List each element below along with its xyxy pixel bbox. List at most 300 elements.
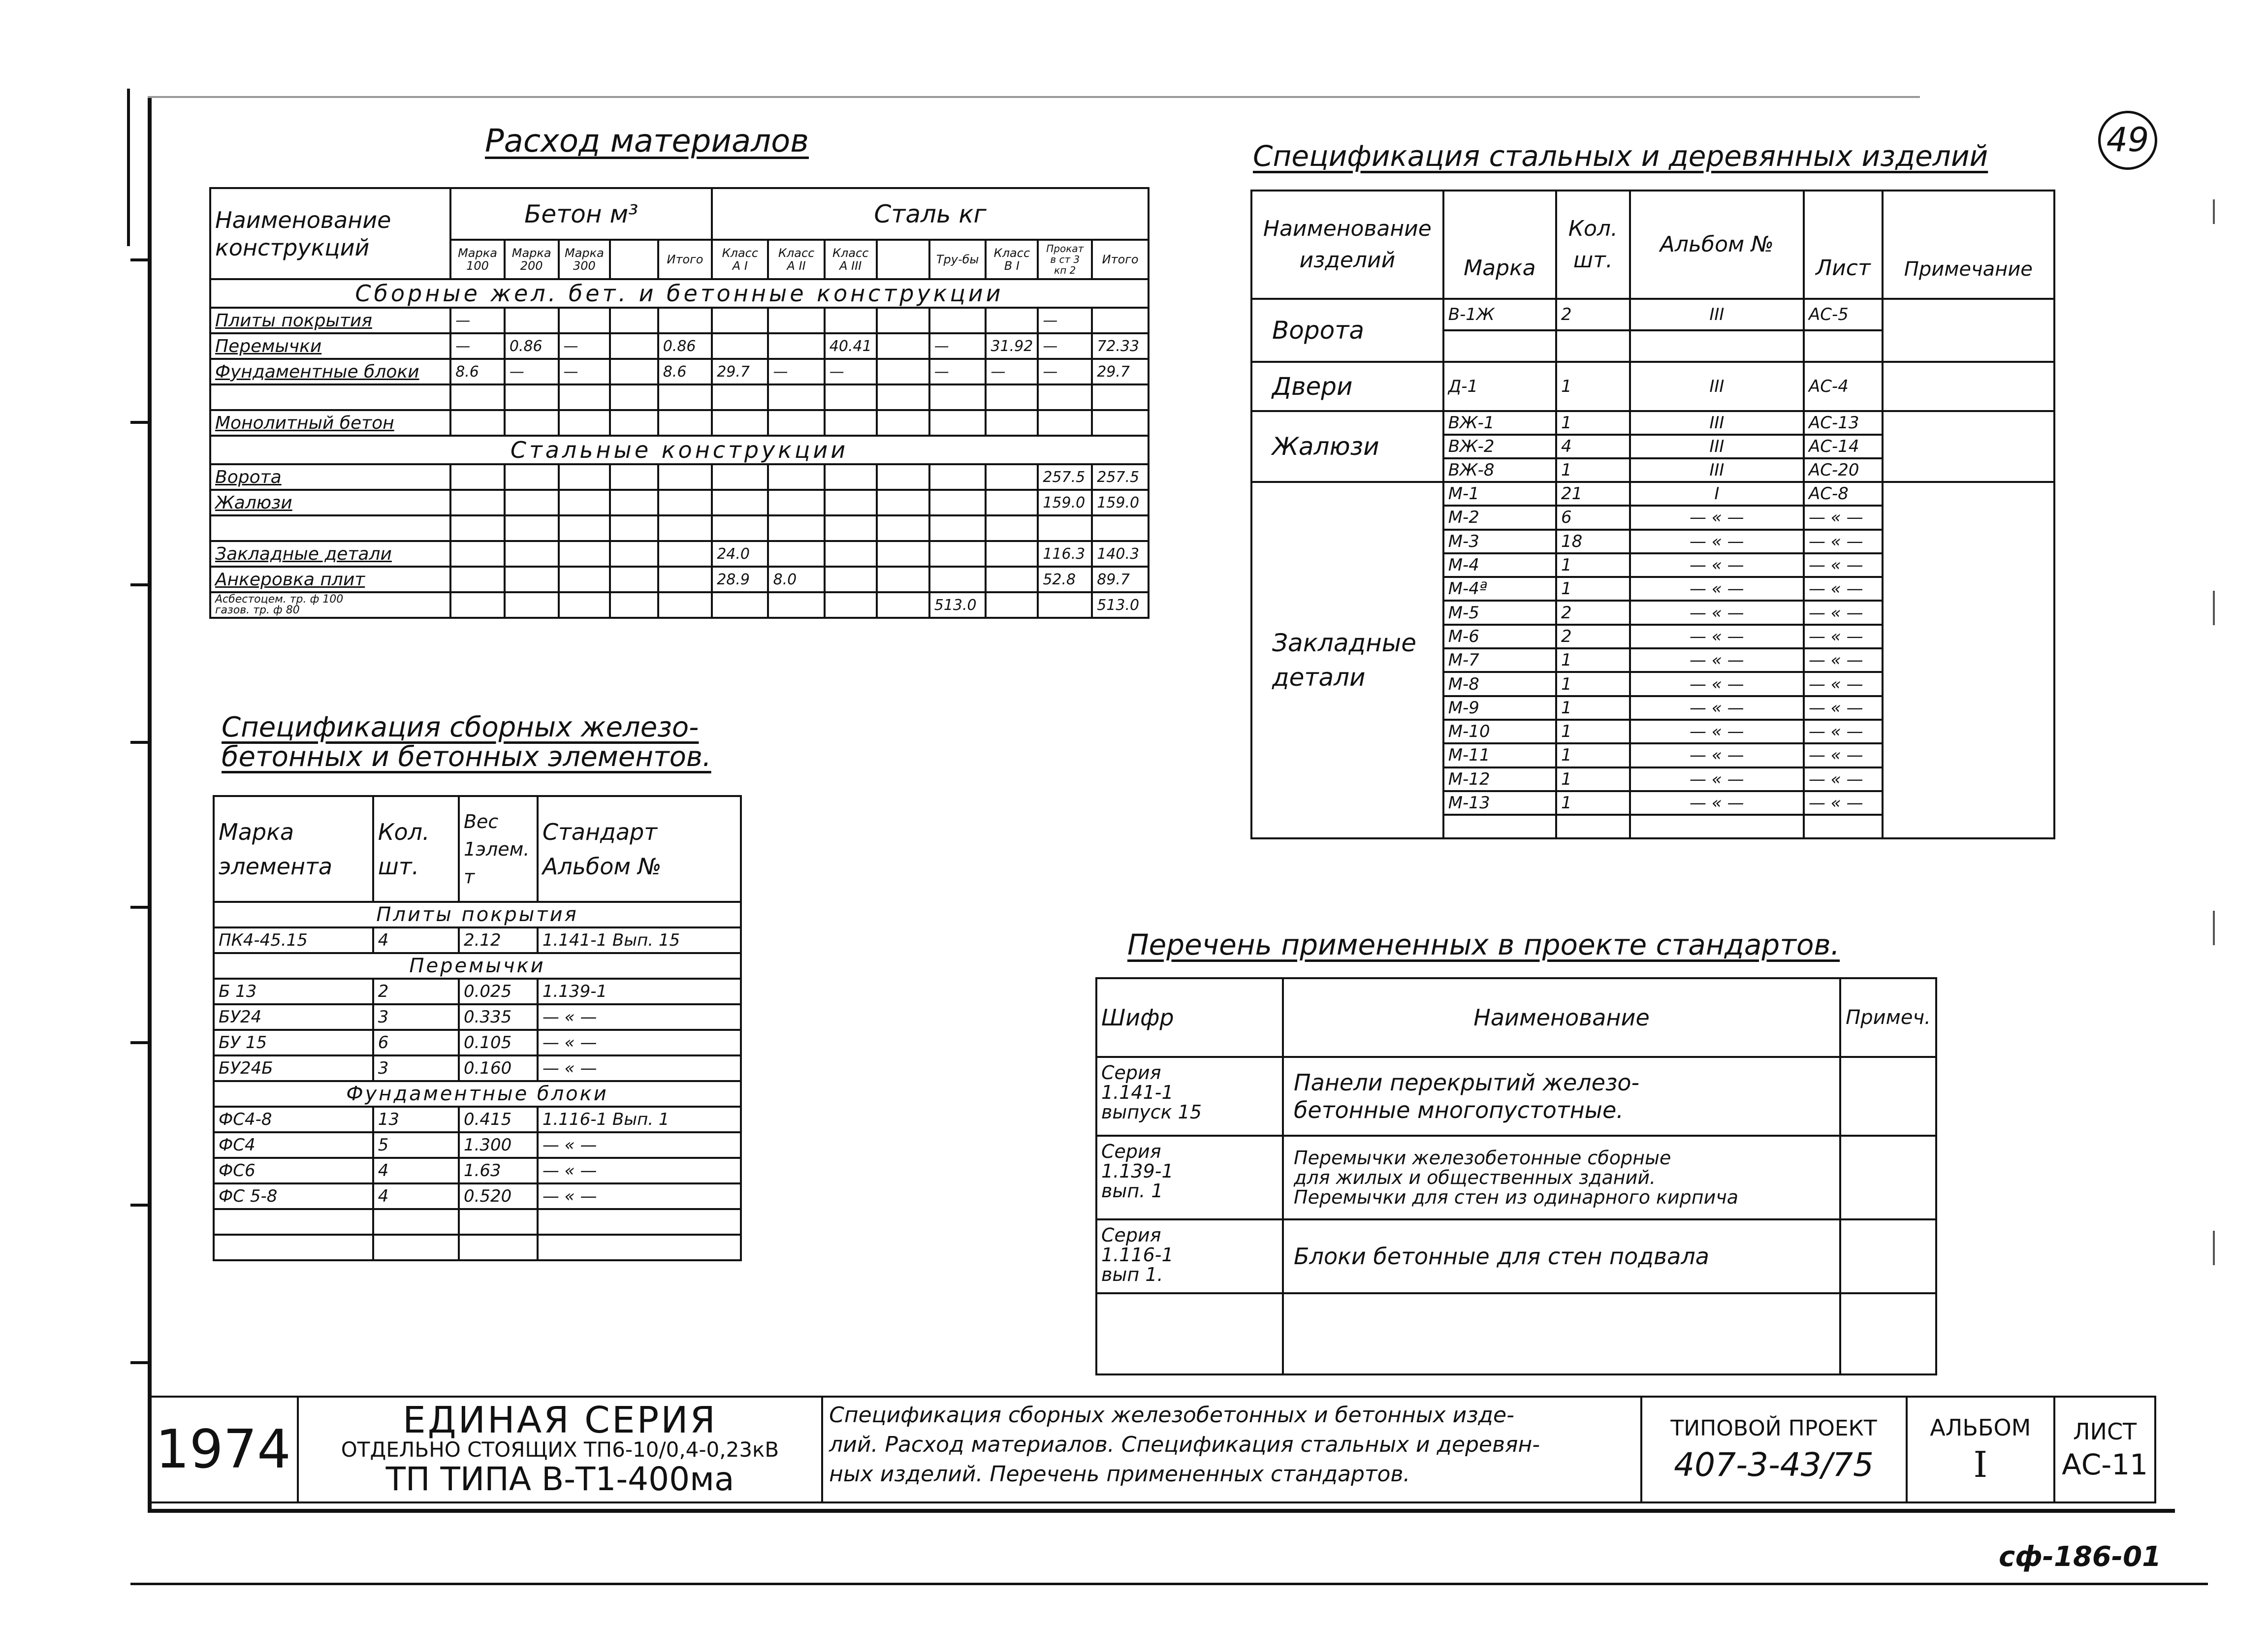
value-cell-a3 [825,410,877,436]
value-cell-a3 [825,490,877,515]
value-cell-total2: 159.0 [1092,490,1149,515]
cell-qty: 1 [1556,672,1630,696]
cell-mark: М-5 [1443,601,1556,624]
construction-name: Анкеровка плит [210,567,450,592]
materials-row [210,333,1149,359]
cell-qty: 1 [1556,458,1630,482]
value-cell-pipes [929,464,986,490]
value-cell-blank [610,567,658,592]
value-cell-total2 [1092,308,1149,333]
cell-mark: М-4ª [1443,577,1556,601]
value-cell-blank [610,464,658,490]
cell-qty: 6 [1556,506,1630,529]
value-cell-m200 [505,464,559,490]
project-year: 1974 [149,1397,298,1502]
cell-mark: М-3 [1443,530,1556,553]
value-cell-a3 [825,592,877,618]
value-cell-total [658,592,712,618]
header-note: Примеч. [1840,978,1936,1057]
cell-qty: 13 [373,1107,459,1132]
value-cell-total: 0.86 [658,333,712,359]
value-cell-blank [877,541,929,567]
cell-mark: ВЖ-1 [1443,411,1556,435]
cell-mark: М-10 [1443,720,1556,743]
empty-cell [373,1209,459,1235]
cell-qty: 2 [1556,299,1630,330]
value-cell-m300 [559,541,610,567]
cell-mark: ВЖ-2 [1443,435,1556,458]
cell-qty: 1 [1556,648,1630,672]
cell-weight: 0.415 [459,1107,538,1132]
cell-std: — « — [538,1055,741,1081]
cell-mark: ФС 5-8 [214,1183,373,1209]
value-cell-a1: 24.0 [712,541,768,567]
cell-mark: М-8 [1443,672,1556,696]
value-cell-blank [610,592,658,618]
right-margin-mark [2213,911,2215,945]
value-cell-m200 [505,308,559,333]
series-subtitle: ОТДЕЛЬНО СТОЯЩИХ ТП6-10/0,4-0,23кВ [341,1437,779,1462]
header-standard: Стандарт Альбом № [538,796,741,902]
cell-code: Серия 1.116-1 вып 1. [1096,1219,1283,1293]
value-cell-prokat: — [1038,359,1092,384]
value-cell-v1: 31.92 [986,333,1038,359]
margin-tick [130,1041,150,1044]
value-cell-blank [610,308,658,333]
cell-sheet: АС-8 [1804,482,1883,506]
sheet-description: Спецификация сборных железобетонных и бетонных изде- лий. Расход материалов. Спецификация стальных и деревян- ных изделий. Перечень примененных стандартов. [822,1397,1641,1502]
value-cell-a2 [768,333,824,359]
cell-mark [1443,330,1556,362]
table-row [214,1107,741,1132]
value-cell-blank [610,490,658,515]
cell-std: 1.116-1 Вып. 1 [538,1107,741,1132]
value-cell-m300 [559,464,610,490]
value-cell-m300 [559,490,610,515]
cell-mark: М-7 [1443,648,1556,672]
materials-row [210,384,1149,410]
value-cell-total2 [1092,410,1149,436]
value-cell-a3 [825,541,877,567]
value-cell-pipes [929,490,986,515]
value-cell-a2 [768,490,824,515]
value-cell-blank [610,410,658,436]
value-cell-total2: 257.5 [1092,464,1149,490]
value-cell-blank [877,384,929,410]
value-cell-a2 [768,308,824,333]
cell-std: — « — [538,1132,741,1158]
value-cell-total [658,567,712,592]
cell-mark: Б 13 [214,979,373,1004]
cell-album: — « — [1630,530,1804,553]
value-cell-a1: 28.9 [712,567,768,592]
value-cell-total2: 29.7 [1092,359,1149,384]
value-cell-prokat [1038,410,1092,436]
cell-qty: 3 [373,1055,459,1081]
value-cell-pipes [929,541,986,567]
header-qty: Кол. шт. [1556,191,1630,299]
cell-qty: 1 [1556,696,1630,720]
value-cell-m200: — [505,359,559,384]
cell-sheet: — « — [1804,696,1883,720]
header-blank [610,240,658,279]
cell-mark: ФС4-8 [214,1107,373,1132]
value-cell-m100 [450,592,505,618]
cell-weight: 1.63 [459,1158,538,1183]
cell-std: 1.141-1 Вып. 15 [538,927,741,953]
value-cell-a1 [712,464,768,490]
value-cell-m200 [505,410,559,436]
cell-code [1096,1293,1283,1374]
value-cell-total2: 89.7 [1092,567,1149,592]
cell-mark: БУ 15 [214,1030,373,1055]
cell-qty: 18 [1556,530,1630,553]
value-cell-blank [877,592,929,618]
value-cell-a1 [712,384,768,410]
cell-sheet: АС-14 [1804,435,1883,458]
cell-weight: 0.335 [459,1004,538,1030]
materials-row [210,308,1149,333]
margin-tick [130,258,150,261]
right-margin-mark [2213,591,2215,625]
value-cell-m300 [559,308,610,333]
value-cell-m200 [505,384,559,410]
value-cell-total [658,490,712,515]
cell-mark: М-2 [1443,506,1556,529]
cell-qty: 4 [373,1158,459,1183]
value-cell-m300 [559,515,610,541]
construction-name: Плиты покрытия [210,308,450,333]
table-row [214,1158,741,1183]
header-note: Примечание [1883,191,2054,299]
cell-mark: М-11 [1443,743,1556,767]
cell-mark: М-12 [1443,767,1556,791]
value-cell-m200 [505,515,559,541]
table-row [1096,1057,1936,1136]
value-cell-v1 [986,308,1038,333]
footer-code: сф-186-01 [1999,1541,2162,1573]
header-a2: Класс А II [768,240,824,279]
value-cell-total [658,541,712,567]
cell-mark: Д-1 [1443,362,1556,411]
cell-weight: 0.520 [459,1183,538,1209]
value-cell-a1 [712,333,768,359]
cell-album: — « — [1630,648,1804,672]
cell-mark [1443,815,1556,838]
value-cell-v1: — [986,359,1038,384]
cell-name: Перемычки железобетонные сборные для жилых и общественных зданий. Перемычки для стен из одинарного кирпича [1283,1136,1840,1219]
sheet-number-badge: 49 [2098,111,2157,170]
header-m200: Марка 200 [505,240,559,279]
cell-sheet: — « — [1804,625,1883,648]
cell-sheet: — « — [1804,648,1883,672]
cell-sheet [1804,330,1883,362]
construction-name [210,384,450,410]
cell-note [1883,411,2054,482]
value-cell-total: 8.6 [658,359,712,384]
value-cell-a3 [825,308,877,333]
materials-row [210,359,1149,384]
value-cell-prokat: — [1038,333,1092,359]
header-weight: Вес 1элем. т [459,796,538,902]
project-label: ТИПОВОЙ ПРОЕКТ [1670,1415,1877,1441]
value-cell-total2: 140.3 [1092,541,1149,567]
construction-name: Фундаментные блоки [210,359,450,384]
cell-mark: М-4 [1443,553,1556,577]
header-sheet: Лист [1804,191,1883,299]
value-cell-pipes [929,515,986,541]
cell-qty: 2 [1556,601,1630,624]
value-cell-prokat: — [1038,308,1092,333]
cell-mark: М-1 [1443,482,1556,506]
table-row [1251,482,2054,506]
cell-weight: 2.12 [459,927,538,953]
section-steel: Стальные конструкции [210,436,1149,464]
value-cell-m300 [559,592,610,618]
construction-name [210,515,450,541]
value-cell-blank [877,567,929,592]
value-cell-a1: 29.7 [712,359,768,384]
cell-mark: БУ24 [214,1004,373,1030]
value-cell-blank [877,359,929,384]
cell-sheet: — « — [1804,743,1883,767]
cell-album: — « — [1630,743,1804,767]
cell-sheet: — « — [1804,791,1883,815]
value-cell-v1 [986,410,1038,436]
value-cell-total [658,308,712,333]
value-cell-a2 [768,384,824,410]
value-cell-v1 [986,464,1038,490]
cell-sheet: — « — [1804,577,1883,601]
value-cell-m300: — [559,333,610,359]
cell-album: — « — [1630,767,1804,791]
value-cell-a2 [768,541,824,567]
cell-name: Панели перекрытий железо- бетонные многопустотные. [1283,1057,1840,1136]
value-cell-a2 [768,592,824,618]
materials-row [210,567,1149,592]
group-title: Перемычки [214,953,741,979]
construction-name: Ворота [210,464,450,490]
value-cell-a1 [712,490,768,515]
value-cell-m300: — [559,359,610,384]
sheet-block [2054,1397,2155,1502]
cell-sheet: — « — [1804,553,1883,577]
title-block [148,1396,2156,1503]
header-m100: Марка 100 [450,240,505,279]
cell-album: — « — [1630,720,1804,743]
empty-cell [538,1209,741,1235]
empty-cell [214,1209,373,1235]
value-cell-total [658,384,712,410]
margin-tick [130,421,150,424]
value-cell-a2: 8.0 [768,567,824,592]
cell-album: III [1630,411,1804,435]
cell-qty: 1 [1556,577,1630,601]
materials-row [210,410,1149,436]
cell-sheet: — « — [1804,506,1883,529]
precast-title-line1: Спецификация сборных железо- [222,711,699,743]
table-row [214,1183,741,1209]
table-row [1251,362,2054,411]
cell-note [1840,1293,1936,1374]
value-cell-blank [877,410,929,436]
cell-album: III [1630,362,1804,411]
value-cell-a2 [768,410,824,436]
cell-weight: 0.025 [459,979,538,1004]
table-row [214,1132,741,1158]
value-cell-a3: 40.41 [825,333,877,359]
value-cell-prokat [1038,384,1092,410]
margin-tick [130,741,150,744]
cell-qty: 21 [1556,482,1630,506]
header-qty: Кол. шт. [373,796,459,902]
steel-spec-table [1250,190,2055,839]
header-steel: Сталь кг [712,188,1149,240]
cell-weight: 0.160 [459,1055,538,1081]
cell-std: — « — [538,1183,741,1209]
header-pipes: Тру-бы [929,240,986,279]
materials-row [210,592,1149,618]
value-cell-blank [877,490,929,515]
value-cell-m100 [450,490,505,515]
value-cell-prokat: 52.8 [1038,567,1092,592]
header-code: Шифр [1096,978,1283,1057]
cell-mark: ПК4-45.15 [214,927,373,953]
cell-album: — « — [1630,625,1804,648]
cell-qty: 2 [373,979,459,1004]
cell-qty [1556,330,1630,362]
table-row [214,979,741,1004]
precast-title-line2: бетонных и бетонных элементов. [222,741,711,773]
table-row [1251,411,2054,435]
table-row [1096,1136,1936,1219]
value-cell-total [658,410,712,436]
album-number: I [1973,1443,1988,1485]
cell-note [1840,1136,1936,1219]
cell-code: Серия 1.141-1 выпуск 15 [1096,1057,1283,1136]
cell-std: — « — [538,1158,741,1183]
precast-table [213,795,742,1261]
value-cell-total2 [1092,515,1149,541]
cell-sheet: — « — [1804,767,1883,791]
value-cell-m300 [559,567,610,592]
value-cell-v1 [986,384,1038,410]
value-cell-blank [610,359,658,384]
value-cell-v1 [986,541,1038,567]
value-cell-v1 [986,515,1038,541]
sheet-label: ЛИСТ [2073,1418,2137,1445]
materials-row [210,541,1149,567]
cell-album: — « — [1630,506,1804,529]
cell-album [1630,330,1804,362]
album-block [1907,1397,2055,1502]
value-cell-total2 [1092,384,1149,410]
value-cell-a3 [825,384,877,410]
margin-tick [130,583,150,586]
header-v1: Класс В I [986,240,1038,279]
construction-name: Закладные детали [210,541,450,567]
group-title: Фундаментные блоки [214,1081,741,1107]
series-block [298,1397,822,1502]
value-cell-blank [877,333,929,359]
steel-spec-title: Спецификация стальных и деревянных изделий [1253,139,1988,173]
cell-mark: М-6 [1443,625,1556,648]
value-cell-m100 [450,464,505,490]
value-cell-pipes [929,308,986,333]
cell-code: Серия 1.139-1 вып. 1 [1096,1136,1283,1219]
materials-row [210,490,1149,515]
series-title: ЕДИНАЯ СЕРИЯ [403,1399,717,1441]
cell-sheet: АС-20 [1804,458,1883,482]
cell-note [1840,1219,1936,1293]
construction-name: Перемычки [210,333,450,359]
header-concrete: Бетон м³ [450,188,712,240]
header-album: Альбом № [1630,191,1804,299]
table-row [214,1055,741,1081]
value-cell-m100: 8.6 [450,359,505,384]
cell-qty: 1 [1556,362,1630,411]
value-cell-blank [610,384,658,410]
value-cell-m100: — [450,308,505,333]
cell-qty: 3 [373,1004,459,1030]
header-a3: Класс А III [825,240,877,279]
cell-name: Блоки бетонные для стен подвала [1283,1219,1840,1293]
value-cell-a3: — [825,359,877,384]
table-row [214,1030,741,1055]
value-cell-total2: 513.0 [1092,592,1149,618]
header-prokat: Прокат в ст 3 кп 2 [1038,240,1092,279]
header-a1: Класс А I [712,240,768,279]
header-total-steel: Итого [1092,240,1149,279]
cell-weight: 0.105 [459,1030,538,1055]
standards-table [1095,977,1937,1375]
group-title: Плиты покрытия [214,902,741,927]
cell-sheet: — « — [1804,530,1883,553]
table-row [1096,1293,1936,1374]
cell-sheet [1804,815,1883,838]
value-cell-pipes [929,567,986,592]
value-cell-a1 [712,515,768,541]
table-row [214,1004,741,1030]
cell-sheet: АС-13 [1804,411,1883,435]
project-block [1641,1397,1907,1502]
table-row [214,927,741,953]
standards-title: Перечень примененных в проекте стандартов. [1127,928,1840,961]
footer-line [130,1583,2208,1585]
empty-cell [459,1209,538,1235]
value-cell-pipes [929,410,986,436]
empty-cell [373,1235,459,1260]
value-cell-prokat: 116.3 [1038,541,1092,567]
cell-qty: 1 [1556,791,1630,815]
margin-tick [130,1204,150,1207]
cell-std: — « — [538,1004,741,1030]
cell-weight: 1.300 [459,1132,538,1158]
value-cell-m200 [505,592,559,618]
table-row [1251,299,2054,330]
cell-sheet: — « — [1804,720,1883,743]
value-cell-total [658,515,712,541]
materials-table [209,187,1150,619]
empty-cell [538,1235,741,1260]
cell-album: III [1630,458,1804,482]
margin-tick [130,1361,150,1364]
value-cell-v1 [986,490,1038,515]
right-margin-mark [2213,1231,2215,1265]
value-cell-a1 [712,410,768,436]
materials-title: Расход материалов [485,123,809,160]
cell-qty: 4 [373,927,459,953]
